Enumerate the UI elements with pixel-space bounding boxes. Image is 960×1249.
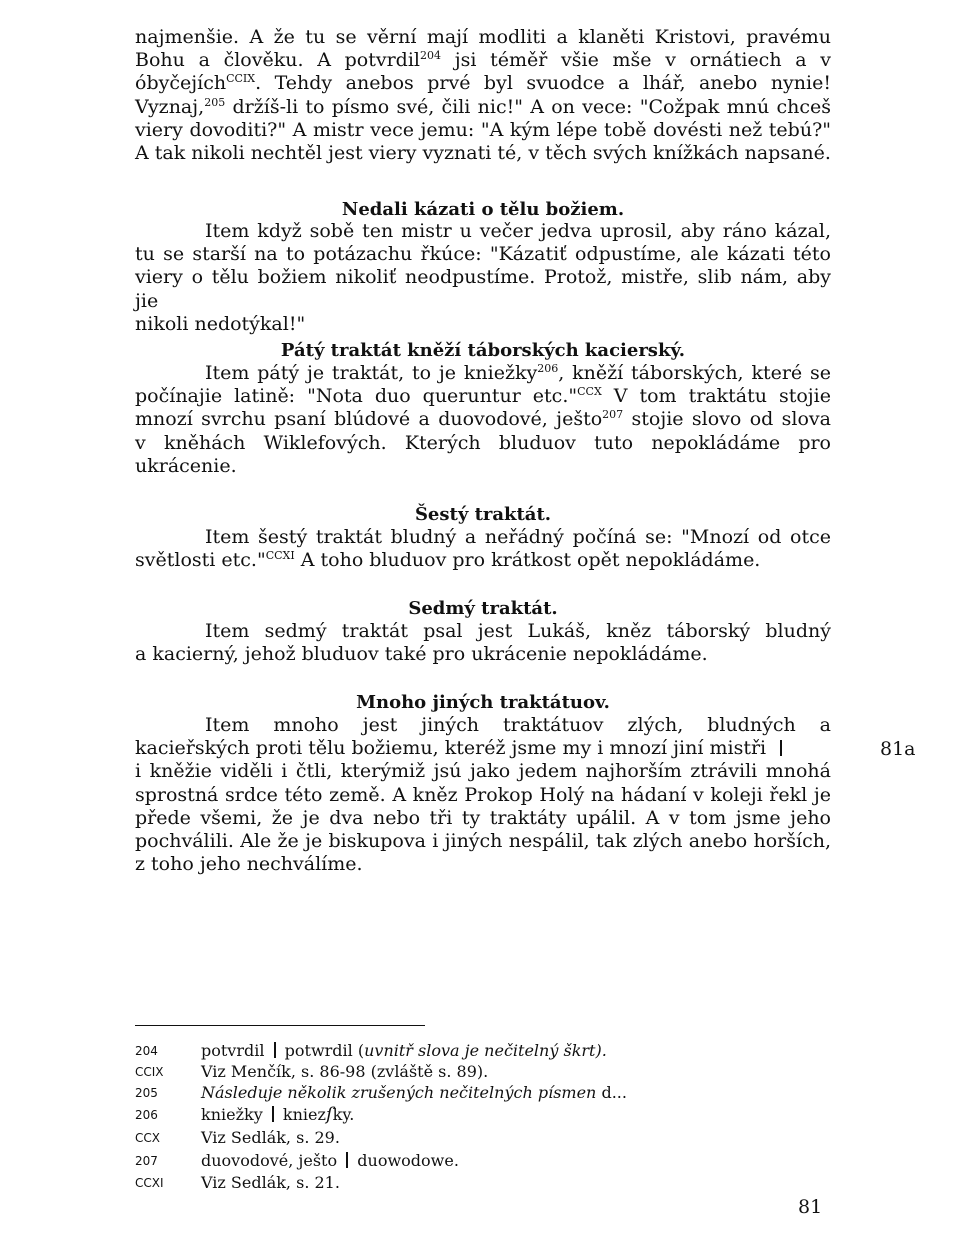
text-line: viery dovoditi?" A mistr vece jemu: "A kým lépe tobě dovésti než tebú?"	[135, 118, 831, 141]
text-line: Item pátý je traktát, to je kniežky$^{206}$, kněží táborských, které se	[205, 362, 831, 384]
footnote-text: potvrdil potwrdil (uvnitř slova je nečitelný škrt).	[201, 1041, 607, 1060]
paragraph-3	[135, 362, 831, 478]
footnote-text: Viz Menčík, s. 86-98 (zvláště s. 89).	[201, 1062, 489, 1081]
footnote-text: Následuje několik zrušených nečitelných písmen d...	[201, 1083, 627, 1102]
folio-break-mark	[780, 740, 782, 756]
paragraph-5	[135, 620, 831, 666]
footnote-number: 204	[135, 1044, 158, 1058]
section-heading: Šestý traktát.	[414, 504, 552, 525]
section-heading: Nedali kázati o tělu božiem.	[341, 199, 625, 220]
text-line: pochválili. Ale že je biskupova i jiných nespálil, tak zlých anebo horších,	[135, 830, 831, 853]
section-heading: Sedmý traktát.	[408, 598, 558, 619]
text-line: viery o tělu božiem nikoliť neodpustíme. Protož, mistře, slib nám, aby jie	[135, 266, 831, 312]
text-line: a kacierný, jehož bluduov také pro ukrácenie nepokládáme.	[135, 643, 708, 666]
text-line: Vyznaj,$^{205}$ držíš-li to písmo své, čili nic!" A on vece: "Cožpak mnú chceš	[135, 95, 831, 118]
footnote-number: 206	[135, 1108, 158, 1122]
text-line: sprostná srdce této země. A kněz Prokop Holý na hádaní v koleji řekl je	[135, 783, 831, 806]
footnote-number: 207	[135, 1154, 158, 1168]
footnote-number: CCX	[135, 1131, 160, 1145]
text-line: Item mnoho jest jiných traktátuov zlých, bludných a	[205, 714, 831, 736]
footnote-text: Viz Sedlák, s. 29.	[201, 1128, 340, 1147]
paragraph-2	[135, 220, 831, 336]
text-line: óbyčejích$^{CCIX}$. Tehdy anebos prvé byl svuodce a lhář, anebo nynie!	[135, 72, 831, 95]
text-line: mnozí svrchu psaní blúdové a duovodové, ješto$^{207}$ stojie slovo od slova	[135, 408, 831, 431]
text-line: najmenšie. A že tu se věrní mají modliti a klaněti Kristovi, pravému	[135, 26, 831, 48]
text-line: A tak nikoli nechtěl jest viery vyznati té, v těch svých knížkách napsané.	[135, 142, 831, 165]
paragraph-6	[135, 714, 831, 876]
footnote-number: 205	[135, 1086, 158, 1100]
text-line: přede všemi, že je dva nebo tři ty traktáty upálil. A v tom jsme jeho	[135, 806, 831, 829]
footnote-number: CCIX	[135, 1065, 164, 1079]
footnote-number: CCXI	[135, 1176, 164, 1190]
text-line: tu se starší na to potázachu řkúce: "Kázatiť odpustíme, ale kázati této	[135, 243, 831, 266]
text-line: Item když sobě ten mistr u večer jedva uprosil, aby ráno kázal,	[205, 220, 831, 242]
margin-folio-note: 81a	[880, 738, 916, 760]
text-line: Item sedmý traktát psal jest Lukáš, kněz táborský bludný	[205, 620, 831, 642]
text-line: kacieřských proti tělu božiemu, kteréž jsme my i mnozí jiní mistři	[135, 737, 831, 760]
footnote-text: Viz Sedlák, s. 21.	[201, 1173, 340, 1192]
text-line: počínajie latině: "Nota duo queruntur etc."$^{CCX}$ V tom traktátu stojie	[135, 385, 831, 408]
text-line: světlosti etc."$^{CCXI}$ A toho bluduov pro krátkost opět nepokládáme.	[135, 549, 761, 572]
paragraph-4	[135, 526, 831, 572]
section-heading: Mnoho jiných traktátuov.	[356, 692, 610, 713]
footnote-text: kniežky kniezſky.	[201, 1104, 355, 1125]
text-line: ukrácenie.	[135, 454, 237, 477]
text-line: Bohu a člověku. A potvrdil$^{204}$ jsi téměř všie mše v ornátiech a v	[135, 49, 831, 72]
footnote-rule	[135, 1025, 425, 1026]
text-line: Item šestý traktát bludný a neřádný počíná se: "Mnozí od otce	[205, 526, 831, 548]
text-line: v kněhách Wiklefových. Kterých bluduov tuto nepokládáme pro	[135, 431, 831, 454]
page-number: 81	[798, 1196, 823, 1218]
text-line: nikoli nedotýkal!"	[135, 312, 306, 335]
section-heading: Pátý traktát kněží táborských kacierský.	[280, 340, 686, 361]
text-line: i kněžie viděli i čtli, kterýmiž jsú jako jedem najhorším ztrávili mnohá	[135, 760, 831, 783]
paragraph-1	[135, 26, 831, 165]
text-line: z toho jeho nechválíme.	[135, 853, 363, 876]
footnote-text: duovodové, ješto duowodowe.	[201, 1151, 459, 1170]
